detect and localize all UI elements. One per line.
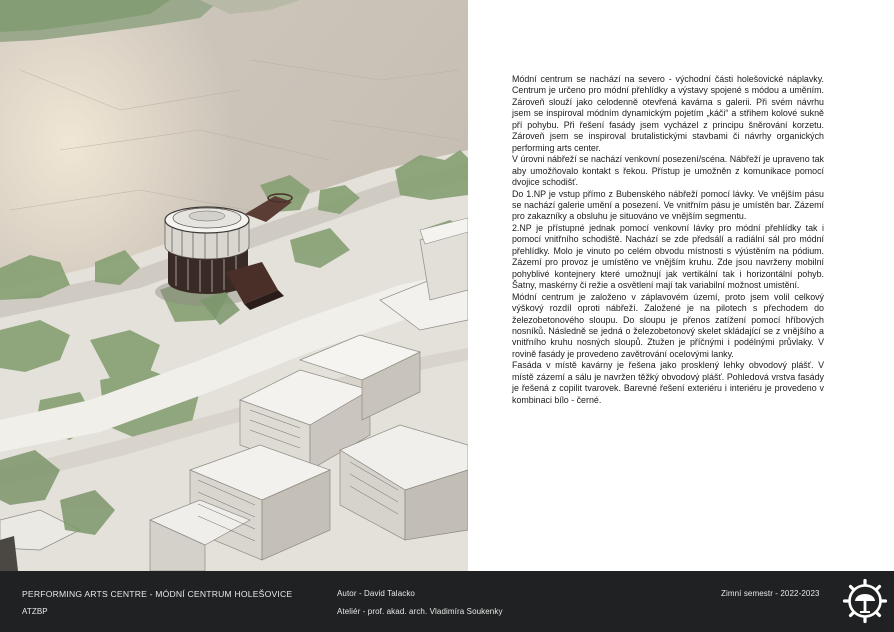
subject-label: ATZBP bbox=[22, 607, 48, 616]
aerial-render-illustration bbox=[0, 0, 468, 571]
paragraph-facade: Fasáda v místě kavárny je řešena jako prosklený lehky obvodový plášť. V místě zázemí a sálu je navržen těžký obvodový plášť. Pohledová vrstva fasády je řešená z copilit tvarovek. Barevné řešení exteriéru i interiéru je provedeno v kombinaci bílo - černé. bbox=[512, 360, 824, 405]
author-label: Autor - David Talacko bbox=[337, 589, 415, 598]
description-text bbox=[512, 74, 824, 406]
project-title: PERFORMING ARTS CENTRE - MÓDNÍ CENTRUM HOLEŠOVICE bbox=[22, 589, 293, 599]
paragraph-structure: Módní centrum je založeno v záplavovém území, proto jsem volil celkový výškový rozdíl oproti nábřeží. Založené je na pilotech s přechodem do železobetonového sloupu. Do sloupu je přenos zatížení pomocí hříbových nosníků. Následně se jedná o železobetonový skelet skládající se z vnějšího a vnitřního kruhu nosných sloupů. Ztužen je příčnými i podélnými průvlaky. V rovině fasády je provedeno zavětrování ocelovými lanky. bbox=[512, 291, 824, 359]
paragraph-embankment: V úrovni nábřeží se nachází venkovní posezení/scéna. Nábřeží je upraveno tak aby umožňovalo kontakt s řekou. Přístup je umožněn z komunikace pomocí dvojice schodišť. bbox=[512, 154, 824, 188]
semester-label: Zimní semestr - 2022-2023 bbox=[721, 589, 820, 598]
footer-bar bbox=[0, 571, 894, 632]
studio-label: Ateliér - prof. akad. arch. Vladimíra Soukenky bbox=[337, 607, 503, 616]
paragraph-first-floor: Do 1.NP je vstup přímo z Bubenského nábřeží pomocí lávky. Ve vnějším pásu se nachází galerie umění a posezení. Ve vnitřním pásu je umístěn bar. Zázemí pro zakazníky a obsluhu je situováno ve vnějším segmentu. bbox=[512, 188, 824, 222]
lamp-gear-logo-icon bbox=[841, 577, 889, 625]
aerial-render bbox=[0, 0, 468, 571]
paragraph-second-floor: 2.NP je přístupné jednak pomocí venkovní lávky pro módní přehlídky tak i pomocí vnitřního schodiště. Nachází se zde předsálí a radiální sál pro módní přehlídky. Molo je vinuto po celém obvodu místnosti s výústěním na pódium. Zázemí pro provoz je umístěno ve vnějším kruhu. Zde jsou navrženy mobilní pohyblivé kontejnery které umožnují jak vertikální tak i horizontální pohyb. Šatny, maskérny či režie a osvětlení mají tak variabilní možnost umistění. bbox=[512, 222, 824, 291]
paragraph-intro: Módní centrum se nachází na severo - východní části holešovické náplavky. Centrum je určeno pro módní přehlídky a výstavy spojené s módou a uměním. Zároveň slouží jako celodenně otevřená kavárna s galerii. Při svém návrhu jsem se inspiroval módním dynamickým pojetím „káči“ a střihem kolové sukně pří pohybu. Při řešení fasády jsem vycházel z principu šněrování korzetu. Zároveň jsem se inspiroval brutalistickými stavbami či návrhy organických performing arts center. bbox=[512, 74, 824, 153]
